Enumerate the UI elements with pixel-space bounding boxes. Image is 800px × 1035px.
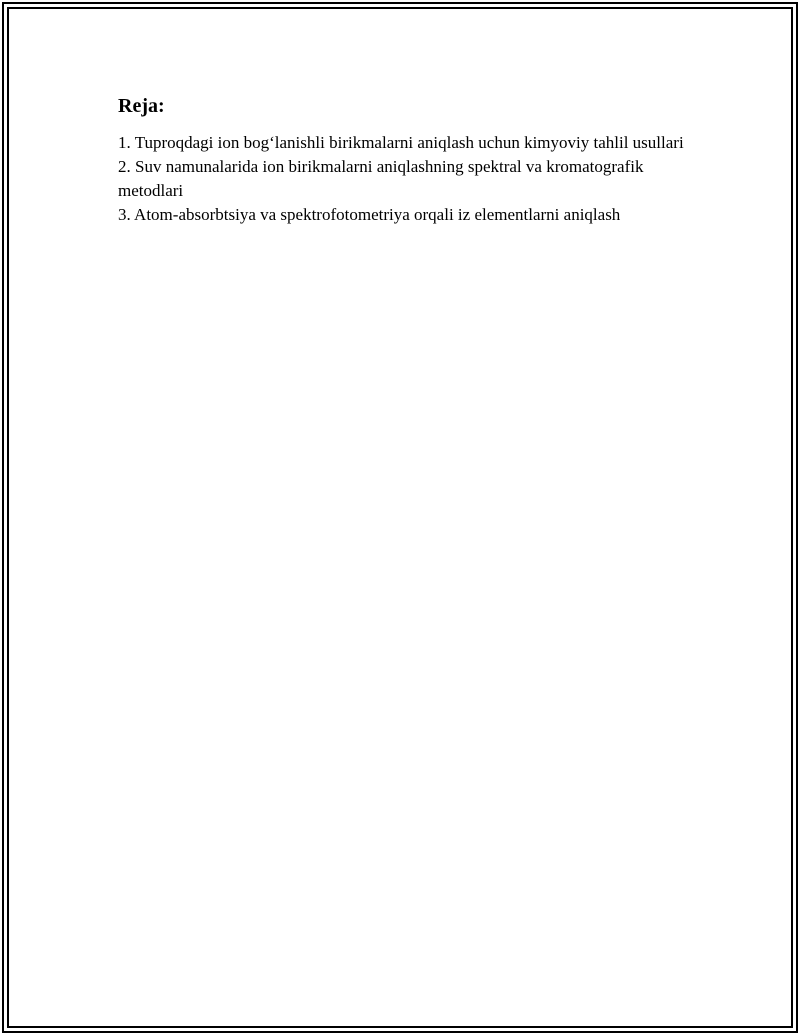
plan-heading: Reja: [118, 95, 165, 117]
plan-item-2: 2. Suv namunalarida ion birikmalarni aniqlashning spektral va kromatografik metodlari [118, 157, 644, 200]
plan-list [118, 131, 698, 227]
plan-item-3: 3. Atom-absorbtsiya va spektrofotometriya orqali iz elementlarni aniqlash [118, 205, 621, 224]
document-content [118, 93, 698, 227]
plan-item-1: 1. Tuproqdagi ion bog‘lanishli birikmalarni aniqlash uchun kimyoviy tahlil usullari [118, 133, 684, 152]
